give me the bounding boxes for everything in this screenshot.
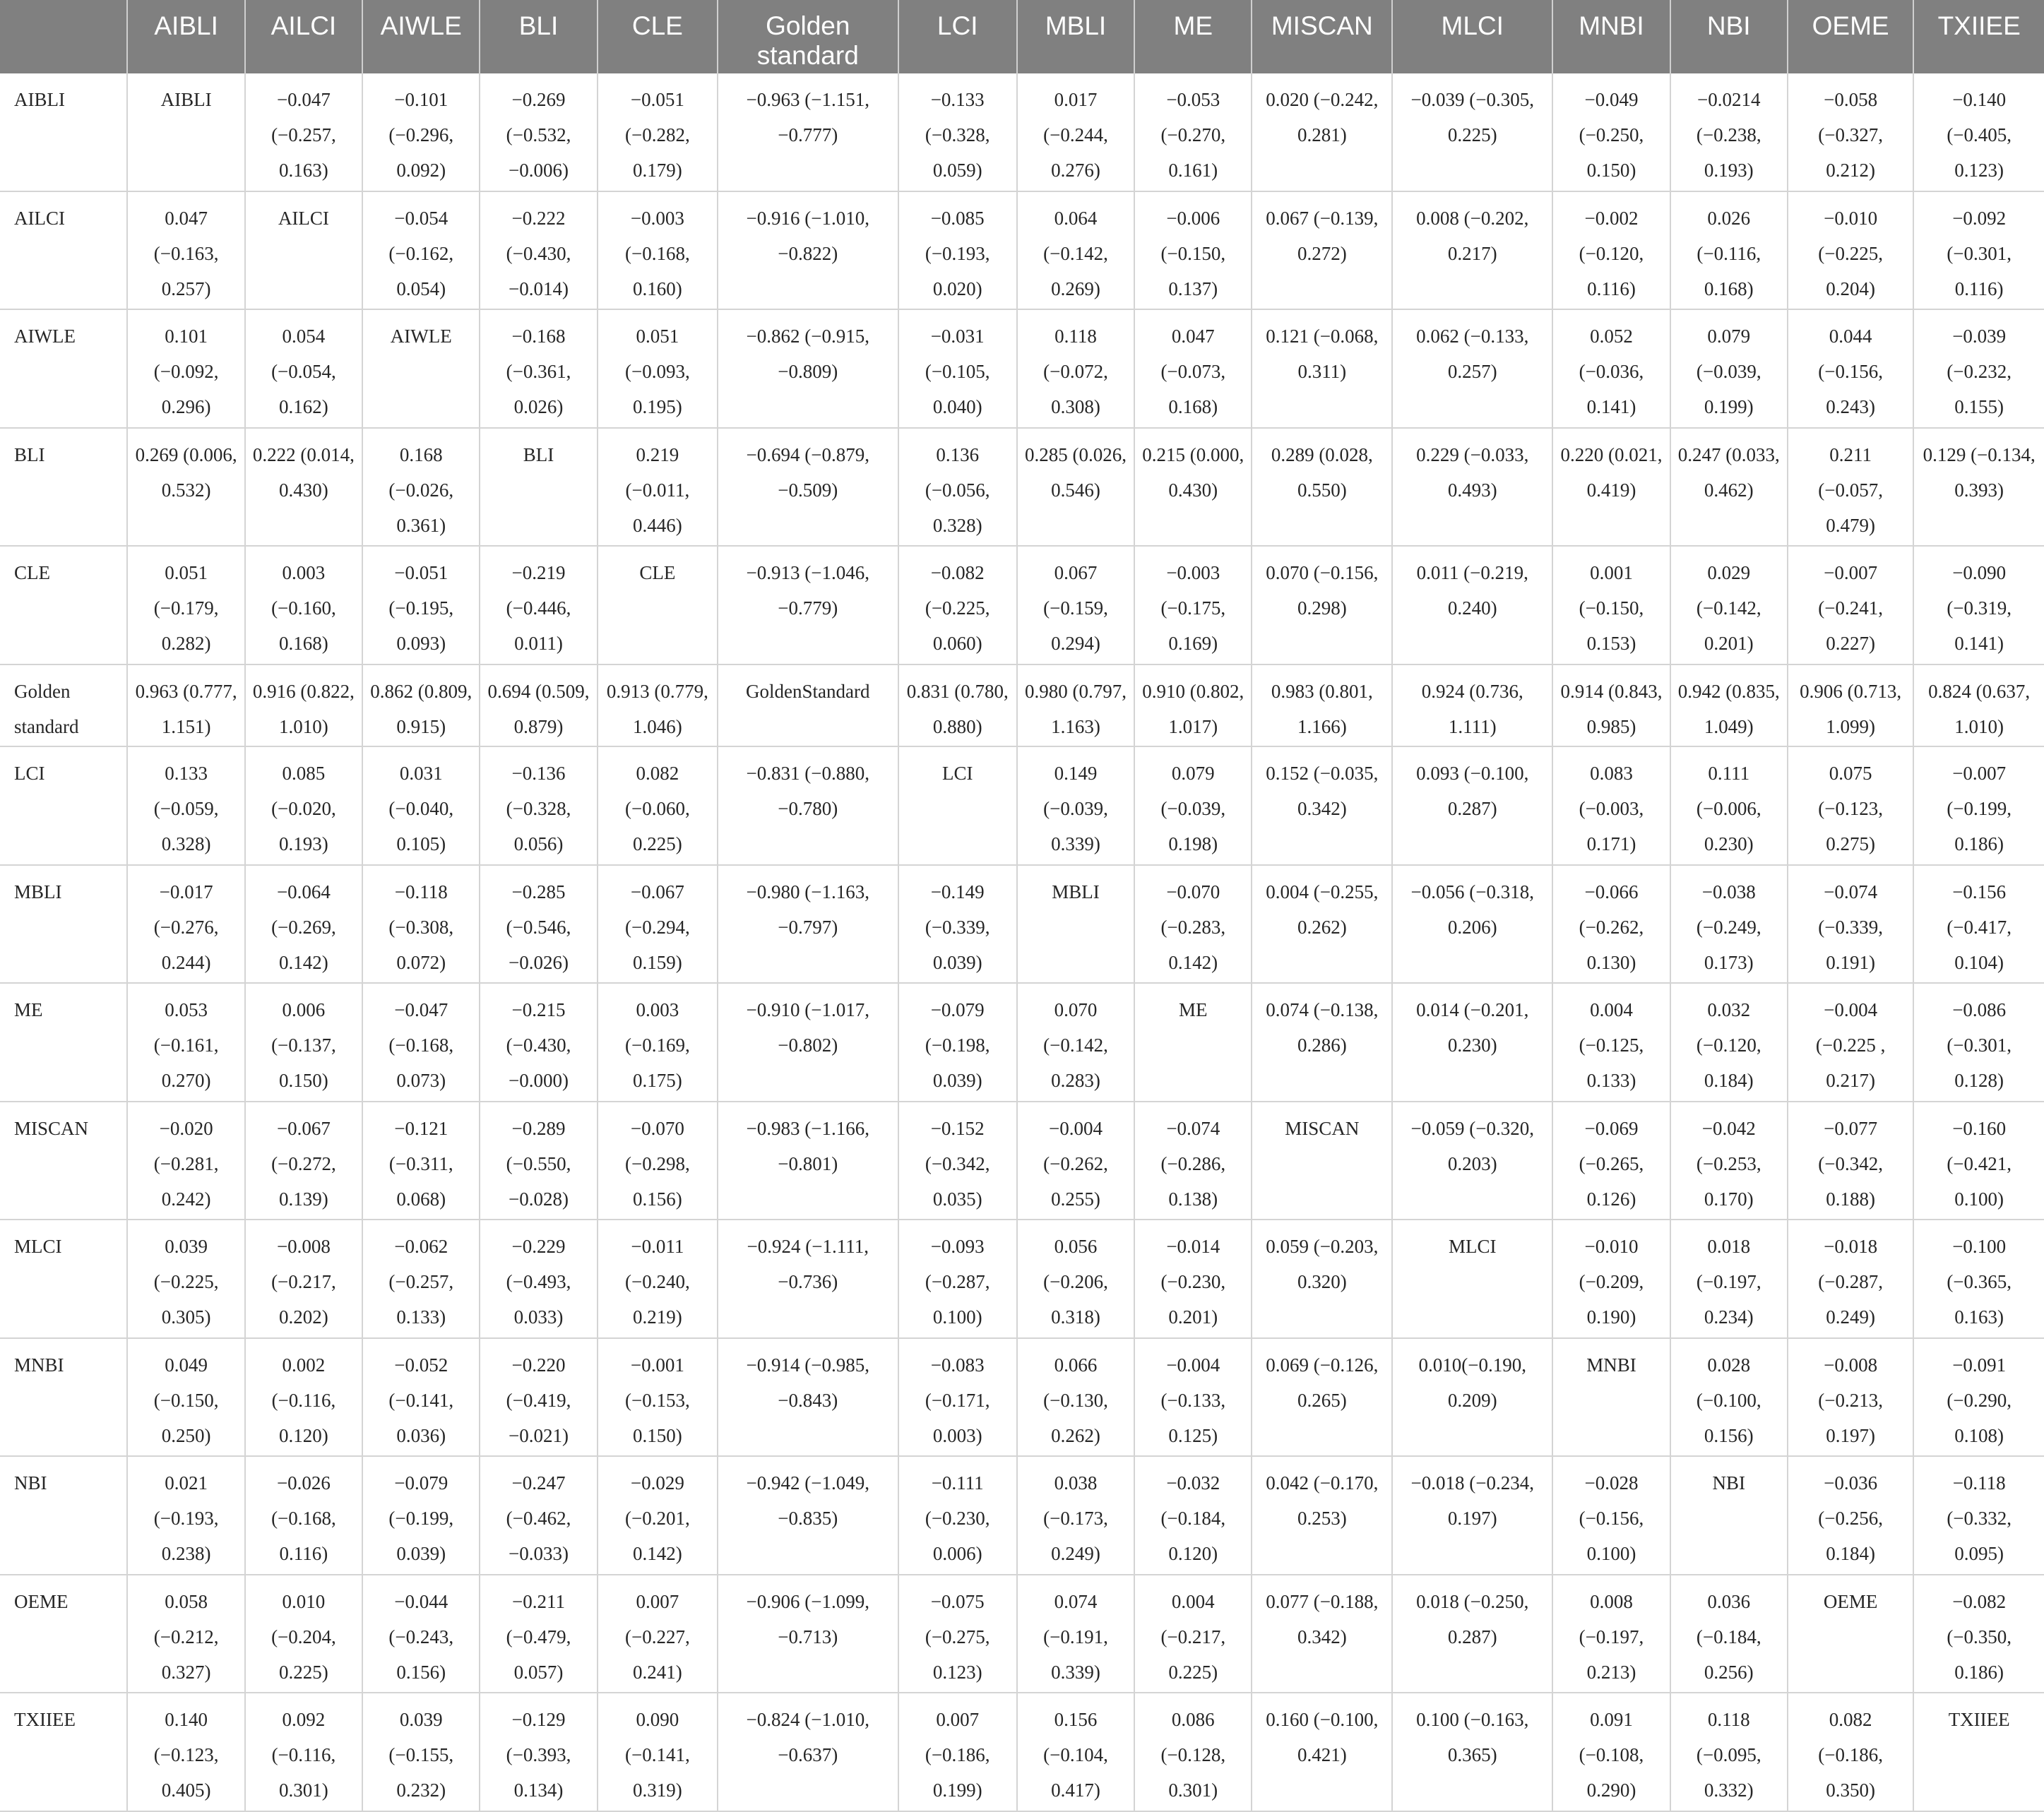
table-cell: 0.051 (−0.093, 0.195) (598, 309, 718, 428)
table-cell: −0.0214 (−0.238, 0.193) (1670, 73, 1788, 191)
column-header: TXIIEE (1913, 0, 2044, 73)
table-cell: 0.906 (0.713, 1.099) (1788, 664, 1913, 746)
table-cell: −0.017 (−0.276, 0.244) (127, 865, 244, 984)
table-cell: −0.008 (−0.213, 0.197) (1788, 1338, 1913, 1457)
column-header: MBLI (1017, 0, 1134, 73)
table-cell: −0.052 (−0.141, 0.036) (362, 1338, 480, 1457)
row-label: Golden standard (0, 664, 127, 746)
table-cell: 0.980 (0.797, 1.163) (1017, 664, 1134, 746)
table-cell: −0.070 (−0.283, 0.142) (1134, 865, 1252, 984)
diagonal-cell: AIWLE (362, 309, 480, 428)
table-row (0, 1575, 2044, 1693)
table-cell: 0.156 (−0.104, 0.417) (1017, 1693, 1134, 1811)
table-cell: −0.018 (−0.287, 0.249) (1788, 1220, 1913, 1338)
table-cell: 0.121 (−0.068, 0.311) (1252, 309, 1392, 428)
table-cell: −0.004 (−0.225 , 0.217) (1788, 983, 1913, 1102)
column-header: OEME (1788, 0, 1913, 73)
table-cell: 0.004 (−0.125, 0.133) (1552, 983, 1670, 1102)
table-cell: −0.054 (−0.162, 0.054) (362, 191, 480, 310)
column-header: MISCAN (1252, 0, 1392, 73)
table-cell: 0.004 (−0.255, 0.262) (1252, 865, 1392, 984)
table-cell: −0.133 (−0.328, 0.059) (898, 73, 1017, 191)
row-label: MLCI (0, 1220, 127, 1338)
table-cell: 0.003 (−0.160, 0.168) (245, 546, 362, 664)
column-header: MLCI (1392, 0, 1552, 73)
header-corner-cell (0, 0, 127, 73)
table-cell: 0.160 (−0.100, 0.421) (1252, 1693, 1392, 1811)
table-cell: 0.983 (0.801, 1.166) (1252, 664, 1392, 746)
table-cell: −0.062 (−0.257, 0.133) (362, 1220, 480, 1338)
table-cell: 0.118 (−0.072, 0.308) (1017, 309, 1134, 428)
table-cell: −0.079 (−0.198, 0.039) (898, 983, 1017, 1102)
table-cell: 0.007 (−0.227, 0.241) (598, 1575, 718, 1693)
table-cell: −0.980 (−1.163, −0.797) (718, 865, 898, 984)
table-cell: 0.031 (−0.040, 0.105) (362, 746, 480, 865)
table-cell: 0.021 (−0.193, 0.238) (127, 1456, 244, 1575)
table-cell: 0.101 (−0.092, 0.296) (127, 309, 244, 428)
table-cell: −0.077 (−0.342, 0.188) (1788, 1102, 1913, 1220)
table-cell: 0.111 (−0.006, 0.230) (1670, 746, 1788, 865)
row-label: AILCI (0, 191, 127, 310)
table-cell: −0.168 (−0.361, 0.026) (480, 309, 597, 428)
table-cell: 0.018 (−0.197, 0.234) (1670, 1220, 1788, 1338)
table-cell: −0.032 (−0.184, 0.120) (1134, 1456, 1252, 1575)
table-cell: −0.149 (−0.339, 0.039) (898, 865, 1017, 984)
table-cell: 0.018 (−0.250, 0.287) (1392, 1575, 1552, 1693)
table-cell: −0.090 (−0.319, 0.141) (1913, 546, 2044, 664)
table-cell: 0.289 (0.028, 0.550) (1252, 428, 1392, 547)
table-cell: −0.118 (−0.308, 0.072) (362, 865, 480, 984)
table-cell: 0.079 (−0.039, 0.198) (1134, 746, 1252, 865)
table-cell: −0.003 (−0.168, 0.160) (598, 191, 718, 310)
row-label: MNBI (0, 1338, 127, 1457)
table-cell: −0.058 (−0.327, 0.212) (1788, 73, 1913, 191)
table-cell: 0.058 (−0.212, 0.327) (127, 1575, 244, 1693)
table-cell: 0.054 (−0.054, 0.162) (245, 309, 362, 428)
row-label: AIWLE (0, 309, 127, 428)
table-cell: 0.924 (0.736, 1.111) (1392, 664, 1552, 746)
table-cell: 0.079 (−0.039, 0.199) (1670, 309, 1788, 428)
table-cell: 0.014 (−0.201, 0.230) (1392, 983, 1552, 1102)
table-cell: −0.064 (−0.269, 0.142) (245, 865, 362, 984)
table-cell: 0.038 (−0.173, 0.249) (1017, 1456, 1134, 1575)
row-label: AIBLI (0, 73, 127, 191)
table-header-row (0, 0, 2044, 73)
column-header: ME (1134, 0, 1252, 73)
table-cell: −0.269 (−0.532, −0.006) (480, 73, 597, 191)
table-cell: −0.074 (−0.339, 0.191) (1788, 865, 1913, 984)
table-cell: −0.001 (−0.153, 0.150) (598, 1338, 718, 1457)
table-row (0, 309, 2044, 428)
table-cell: 0.211 (−0.057, 0.479) (1788, 428, 1913, 547)
table-cell: 0.077 (−0.188, 0.342) (1252, 1575, 1392, 1693)
table-cell: −0.152 (−0.342, 0.035) (898, 1102, 1017, 1220)
table-cell: 0.916 (0.822, 1.010) (245, 664, 362, 746)
table-cell: −0.018 (−0.234, 0.197) (1392, 1456, 1552, 1575)
column-header: AIWLE (362, 0, 480, 73)
table-cell: 0.075 (−0.123, 0.275) (1788, 746, 1913, 865)
table-cell: 0.215 (0.000, 0.430) (1134, 428, 1252, 547)
diagonal-cell: OEME (1788, 1575, 1913, 1693)
table-cell: −0.694 (−0.879, −0.509) (718, 428, 898, 547)
table-row (0, 191, 2044, 310)
table-cell: 0.039 (−0.155, 0.232) (362, 1693, 480, 1811)
table-cell: −0.083 (−0.171, 0.003) (898, 1338, 1017, 1457)
table-cell: −0.044 (−0.243, 0.156) (362, 1575, 480, 1693)
table-cell: −0.014 (−0.230, 0.201) (1134, 1220, 1252, 1338)
table-cell: 0.008 (−0.202, 0.217) (1392, 191, 1552, 310)
table-cell: −0.140 (−0.405, 0.123) (1913, 73, 2044, 191)
table-cell: 0.942 (0.835, 1.049) (1670, 664, 1788, 746)
table-cell: −0.092 (−0.301, 0.116) (1913, 191, 2044, 310)
table-cell: 0.006 (−0.137, 0.150) (245, 983, 362, 1102)
table-cell: −0.066 (−0.262, 0.130) (1552, 865, 1670, 984)
table-cell: 0.824 (0.637, 1.010) (1913, 664, 2044, 746)
table-cell: 0.168 (−0.026, 0.361) (362, 428, 480, 547)
table-row (0, 746, 2044, 865)
table-cell: 0.066 (−0.130, 0.262) (1017, 1338, 1134, 1457)
diagonal-cell: LCI (898, 746, 1017, 865)
table-cell: 0.017 (−0.244, 0.276) (1017, 73, 1134, 191)
table-row (0, 983, 2044, 1102)
table-cell: −0.129 (−0.393, 0.134) (480, 1693, 597, 1811)
table-cell: 0.090 (−0.141, 0.319) (598, 1693, 718, 1811)
table-cell: −0.010 (−0.225, 0.204) (1788, 191, 1913, 310)
table-cell: 0.085 (−0.020, 0.193) (245, 746, 362, 865)
table-cell: −0.070 (−0.298, 0.156) (598, 1102, 718, 1220)
table-row (0, 546, 2044, 664)
table-row (0, 73, 2044, 191)
column-header: MNBI (1552, 0, 1670, 73)
table-cell: 0.100 (−0.163, 0.365) (1392, 1693, 1552, 1811)
table-cell: 0.152 (−0.035, 0.342) (1252, 746, 1392, 865)
table-cell: 0.091 (−0.108, 0.290) (1552, 1693, 1670, 1811)
column-header: NBI (1670, 0, 1788, 73)
table-cell: 0.910 (0.802, 1.017) (1134, 664, 1252, 746)
column-header: AIBLI (127, 0, 244, 73)
table-cell: −0.913 (−1.046, −0.779) (718, 546, 898, 664)
table-row (0, 664, 2044, 746)
table-cell: 0.092 (−0.116, 0.301) (245, 1693, 362, 1811)
table-cell: 0.052 (−0.036, 0.141) (1552, 309, 1670, 428)
diagonal-cell: MISCAN (1252, 1102, 1392, 1220)
row-label: OEME (0, 1575, 127, 1693)
table-cell: −0.026 (−0.168, 0.116) (245, 1456, 362, 1575)
table-cell: 0.062 (−0.133, 0.257) (1392, 309, 1552, 428)
table-cell: 0.056 (−0.206, 0.318) (1017, 1220, 1134, 1338)
diagonal-cell: ME (1134, 983, 1252, 1102)
column-header: LCI (898, 0, 1017, 73)
table-cell: −0.247 (−0.462, −0.033) (480, 1456, 597, 1575)
table-cell: −0.219 (−0.446, 0.011) (480, 546, 597, 664)
table-cell: −0.121 (−0.311, 0.068) (362, 1102, 480, 1220)
row-label: CLE (0, 546, 127, 664)
table-row (0, 1456, 2044, 1575)
table-cell: −0.983 (−1.166, −0.801) (718, 1102, 898, 1220)
table-cell: 0.067 (−0.139, 0.272) (1252, 191, 1392, 310)
table-cell: 0.008 (−0.197, 0.213) (1552, 1575, 1670, 1693)
row-label: TXIIEE (0, 1693, 127, 1811)
table-cell: 0.694 (0.509, 0.879) (480, 664, 597, 746)
table-cell: −0.118 (−0.332, 0.095) (1913, 1456, 2044, 1575)
table-cell: 0.220 (0.021, 0.419) (1552, 428, 1670, 547)
table-cell: −0.100 (−0.365, 0.163) (1913, 1220, 2044, 1338)
row-label: ME (0, 983, 127, 1102)
table-cell: −0.906 (−1.099, −0.713) (718, 1575, 898, 1693)
table-cell: −0.091 (−0.290, 0.108) (1913, 1338, 2044, 1457)
table-cell: 0.862 (0.809, 0.915) (362, 664, 480, 746)
diagonal-cell: MNBI (1552, 1338, 1670, 1457)
table-cell: −0.004 (−0.133, 0.125) (1134, 1338, 1252, 1457)
table-cell: −0.042 (−0.253, 0.170) (1670, 1102, 1788, 1220)
diagonal-cell: TXIIEE (1913, 1693, 2044, 1811)
table-cell: −0.031 (−0.105, 0.040) (898, 309, 1017, 428)
table-cell: 0.118 (−0.095, 0.332) (1670, 1693, 1788, 1811)
table-cell: 0.149 (−0.039, 0.339) (1017, 746, 1134, 865)
table-cell: −0.039 (−0.232, 0.155) (1913, 309, 2044, 428)
table-cell: 0.004 (−0.217, 0.225) (1134, 1575, 1252, 1693)
table-cell: −0.211 (−0.479, 0.057) (480, 1575, 597, 1693)
table-cell: 0.010(−0.190, 0.209) (1392, 1338, 1552, 1457)
table-cell: −0.914 (−0.985, −0.843) (718, 1338, 898, 1457)
table-cell: −0.051 (−0.282, 0.179) (598, 73, 718, 191)
row-label: MISCAN (0, 1102, 127, 1220)
table-row (0, 1693, 2044, 1811)
table-cell: 0.070 (−0.142, 0.283) (1017, 983, 1134, 1102)
table-cell: −0.011 (−0.240, 0.219) (598, 1220, 718, 1338)
table-row (0, 428, 2044, 547)
diagonal-cell: BLI (480, 428, 597, 547)
table-cell: −0.067 (−0.294, 0.159) (598, 865, 718, 984)
table-cell: −0.079 (−0.199, 0.039) (362, 1456, 480, 1575)
table-cell: 0.007 (−0.186, 0.199) (898, 1693, 1017, 1811)
table-cell: 0.285 (0.026, 0.546) (1017, 428, 1134, 547)
row-label: LCI (0, 746, 127, 865)
table-cell: −0.074 (−0.286, 0.138) (1134, 1102, 1252, 1220)
diagonal-cell: MBLI (1017, 865, 1134, 984)
table-cell: 0.059 (−0.203, 0.320) (1252, 1220, 1392, 1338)
table-cell: 0.129 (−0.134, 0.393) (1913, 428, 2044, 547)
table-cell: −0.007 (−0.199, 0.186) (1913, 746, 2044, 865)
table-cell: −0.111 (−0.230, 0.006) (898, 1456, 1017, 1575)
table-cell: −0.093 (−0.287, 0.100) (898, 1220, 1017, 1338)
table-cell: 0.086 (−0.128, 0.301) (1134, 1693, 1252, 1811)
table-cell: −0.086 (−0.301, 0.128) (1913, 983, 2044, 1102)
diagonal-cell: GoldenStandard (718, 664, 898, 746)
table-cell: −0.008 (−0.217, 0.202) (245, 1220, 362, 1338)
table-body (0, 73, 2044, 1811)
table-row (0, 1338, 2044, 1457)
table-cell: −0.002 (−0.120, 0.116) (1552, 191, 1670, 310)
table-cell: −0.824 (−1.010, −0.637) (718, 1693, 898, 1811)
table-cell: −0.051 (−0.195, 0.093) (362, 546, 480, 664)
table-cell: −0.136 (−0.328, 0.056) (480, 746, 597, 865)
table-cell: −0.036 (−0.256, 0.184) (1788, 1456, 1913, 1575)
diagonal-cell: AIBLI (127, 73, 244, 191)
table-cell: 0.914 (0.843, 0.985) (1552, 664, 1670, 746)
table-cell: −0.222 (−0.430, −0.014) (480, 191, 597, 310)
table-cell: −0.029 (−0.201, 0.142) (598, 1456, 718, 1575)
table-cell: 0.082 (−0.060, 0.225) (598, 746, 718, 865)
table-cell: −0.082 (−0.225, 0.060) (898, 546, 1017, 664)
table-cell: 0.913 (0.779, 1.046) (598, 664, 718, 746)
table-cell: 0.219 (−0.011, 0.446) (598, 428, 718, 547)
table-cell: 0.064 (−0.142, 0.269) (1017, 191, 1134, 310)
table-cell: −0.963 (−1.151, −0.777) (718, 73, 898, 191)
table-cell: −0.924 (−1.111, −0.736) (718, 1220, 898, 1338)
table-cell: −0.085 (−0.193, 0.020) (898, 191, 1017, 310)
table-cell: −0.942 (−1.049, −0.835) (718, 1456, 898, 1575)
diagonal-cell: NBI (1670, 1456, 1788, 1575)
table-cell: 0.082 (−0.186, 0.350) (1788, 1693, 1913, 1811)
table-cell: 0.002 (−0.116, 0.120) (245, 1338, 362, 1457)
table-cell: 0.247 (0.033, 0.462) (1670, 428, 1788, 547)
diagonal-cell: AILCI (245, 191, 362, 310)
table-row (0, 1102, 2044, 1220)
diagonal-cell: MLCI (1392, 1220, 1552, 1338)
table-cell: −0.862 (−0.915, −0.809) (718, 309, 898, 428)
table-cell: −0.047 (−0.257, 0.163) (245, 73, 362, 191)
table-cell: −0.215 (−0.430, −0.000) (480, 983, 597, 1102)
table-cell: 0.051 (−0.179, 0.282) (127, 546, 244, 664)
table-cell: −0.010 (−0.209, 0.190) (1552, 1220, 1670, 1338)
table-cell: −0.039 (−0.305, 0.225) (1392, 73, 1552, 191)
row-label: BLI (0, 428, 127, 547)
row-label: NBI (0, 1456, 127, 1575)
table-cell: 0.133 (−0.059, 0.328) (127, 746, 244, 865)
table-cell: −0.229 (−0.493, 0.033) (480, 1220, 597, 1338)
table-cell: 0.001 (−0.150, 0.153) (1552, 546, 1670, 664)
table-cell: 0.036 (−0.184, 0.256) (1670, 1575, 1788, 1693)
table-cell: −0.038 (−0.249, 0.173) (1670, 865, 1788, 984)
table-cell: −0.831 (−0.880, −0.780) (718, 746, 898, 865)
table-cell: −0.067 (−0.272, 0.139) (245, 1102, 362, 1220)
table-cell: 0.140 (−0.123, 0.405) (127, 1693, 244, 1811)
column-header: CLE (598, 0, 718, 73)
table-cell: 0.044 (−0.156, 0.243) (1788, 309, 1913, 428)
table-cell: −0.156 (−0.417, 0.104) (1913, 865, 2044, 984)
table-cell: −0.910 (−1.017, −0.802) (718, 983, 898, 1102)
table-cell: 0.069 (−0.126, 0.265) (1252, 1338, 1392, 1457)
table-cell: −0.069 (−0.265, 0.126) (1552, 1102, 1670, 1220)
table-cell: −0.047 (−0.168, 0.073) (362, 983, 480, 1102)
table-cell: 0.093 (−0.100, 0.287) (1392, 746, 1552, 865)
diagonal-cell: CLE (598, 546, 718, 664)
column-header: Golden standard (718, 0, 898, 73)
table-cell: 0.010 (−0.204, 0.225) (245, 1575, 362, 1693)
table-cell: 0.026 (−0.116, 0.168) (1670, 191, 1788, 310)
table-cell: 0.047 (−0.073, 0.168) (1134, 309, 1252, 428)
table-cell: −0.028 (−0.156, 0.100) (1552, 1456, 1670, 1575)
table-cell: 0.229 (−0.033, 0.493) (1392, 428, 1552, 547)
table-cell: 0.067 (−0.159, 0.294) (1017, 546, 1134, 664)
row-label: MBLI (0, 865, 127, 984)
table-cell: 0.032 (−0.120, 0.184) (1670, 983, 1788, 1102)
table-cell: 0.047 (−0.163, 0.257) (127, 191, 244, 310)
table-cell: −0.003 (−0.175, 0.169) (1134, 546, 1252, 664)
table-cell: 0.831 (0.780, 0.880) (898, 664, 1017, 746)
table-cell: −0.020 (−0.281, 0.242) (127, 1102, 244, 1220)
table-cell: 0.053 (−0.161, 0.270) (127, 983, 244, 1102)
table-cell: 0.049 (−0.150, 0.250) (127, 1338, 244, 1457)
table-cell: 0.136 (−0.056, 0.328) (898, 428, 1017, 547)
column-header: BLI (480, 0, 597, 73)
table-cell: −0.053 (−0.270, 0.161) (1134, 73, 1252, 191)
table-cell: 0.083 (−0.003, 0.171) (1552, 746, 1670, 865)
table-cell: 0.074 (−0.138, 0.286) (1252, 983, 1392, 1102)
table-cell: 0.222 (0.014, 0.430) (245, 428, 362, 547)
table-cell: −0.059 (−0.320, 0.203) (1392, 1102, 1552, 1220)
table-cell: 0.028 (−0.100, 0.156) (1670, 1338, 1788, 1457)
table-cell: −0.082 (−0.350, 0.186) (1913, 1575, 2044, 1693)
table-row (0, 865, 2044, 984)
table-cell: −0.006 (−0.150, 0.137) (1134, 191, 1252, 310)
table-cell: 0.039 (−0.225, 0.305) (127, 1220, 244, 1338)
table-cell: −0.101 (−0.296, 0.092) (362, 73, 480, 191)
table-cell: 0.963 (0.777, 1.151) (127, 664, 244, 746)
table-cell: −0.289 (−0.550, −0.028) (480, 1102, 597, 1220)
table-cell: −0.004 (−0.262, 0.255) (1017, 1102, 1134, 1220)
table-row (0, 1220, 2044, 1338)
table-cell: 0.042 (−0.170, 0.253) (1252, 1456, 1392, 1575)
table-cell: −0.056 (−0.318, 0.206) (1392, 865, 1552, 984)
table-cell: −0.075 (−0.275, 0.123) (898, 1575, 1017, 1693)
table-cell: 0.003 (−0.169, 0.175) (598, 983, 718, 1102)
table-cell: −0.160 (−0.421, 0.100) (1913, 1102, 2044, 1220)
table-cell: 0.074 (−0.191, 0.339) (1017, 1575, 1134, 1693)
table-cell: −0.007 (−0.241, 0.227) (1788, 546, 1913, 664)
table-cell: −0.285 (−0.546, −0.026) (480, 865, 597, 984)
table-cell: 0.269 (0.006, 0.532) (127, 428, 244, 547)
column-header: AILCI (245, 0, 362, 73)
table-cell: −0.049 (−0.250, 0.150) (1552, 73, 1670, 191)
table-cell: 0.029 (−0.142, 0.201) (1670, 546, 1788, 664)
table-cell: −0.220 (−0.419, −0.021) (480, 1338, 597, 1457)
table-cell: −0.916 (−1.010, −0.822) (718, 191, 898, 310)
table-cell: 0.070 (−0.156, 0.298) (1252, 546, 1392, 664)
table-cell: 0.011 (−0.219, 0.240) (1392, 546, 1552, 664)
table-cell: 0.020 (−0.242, 0.281) (1252, 73, 1392, 191)
